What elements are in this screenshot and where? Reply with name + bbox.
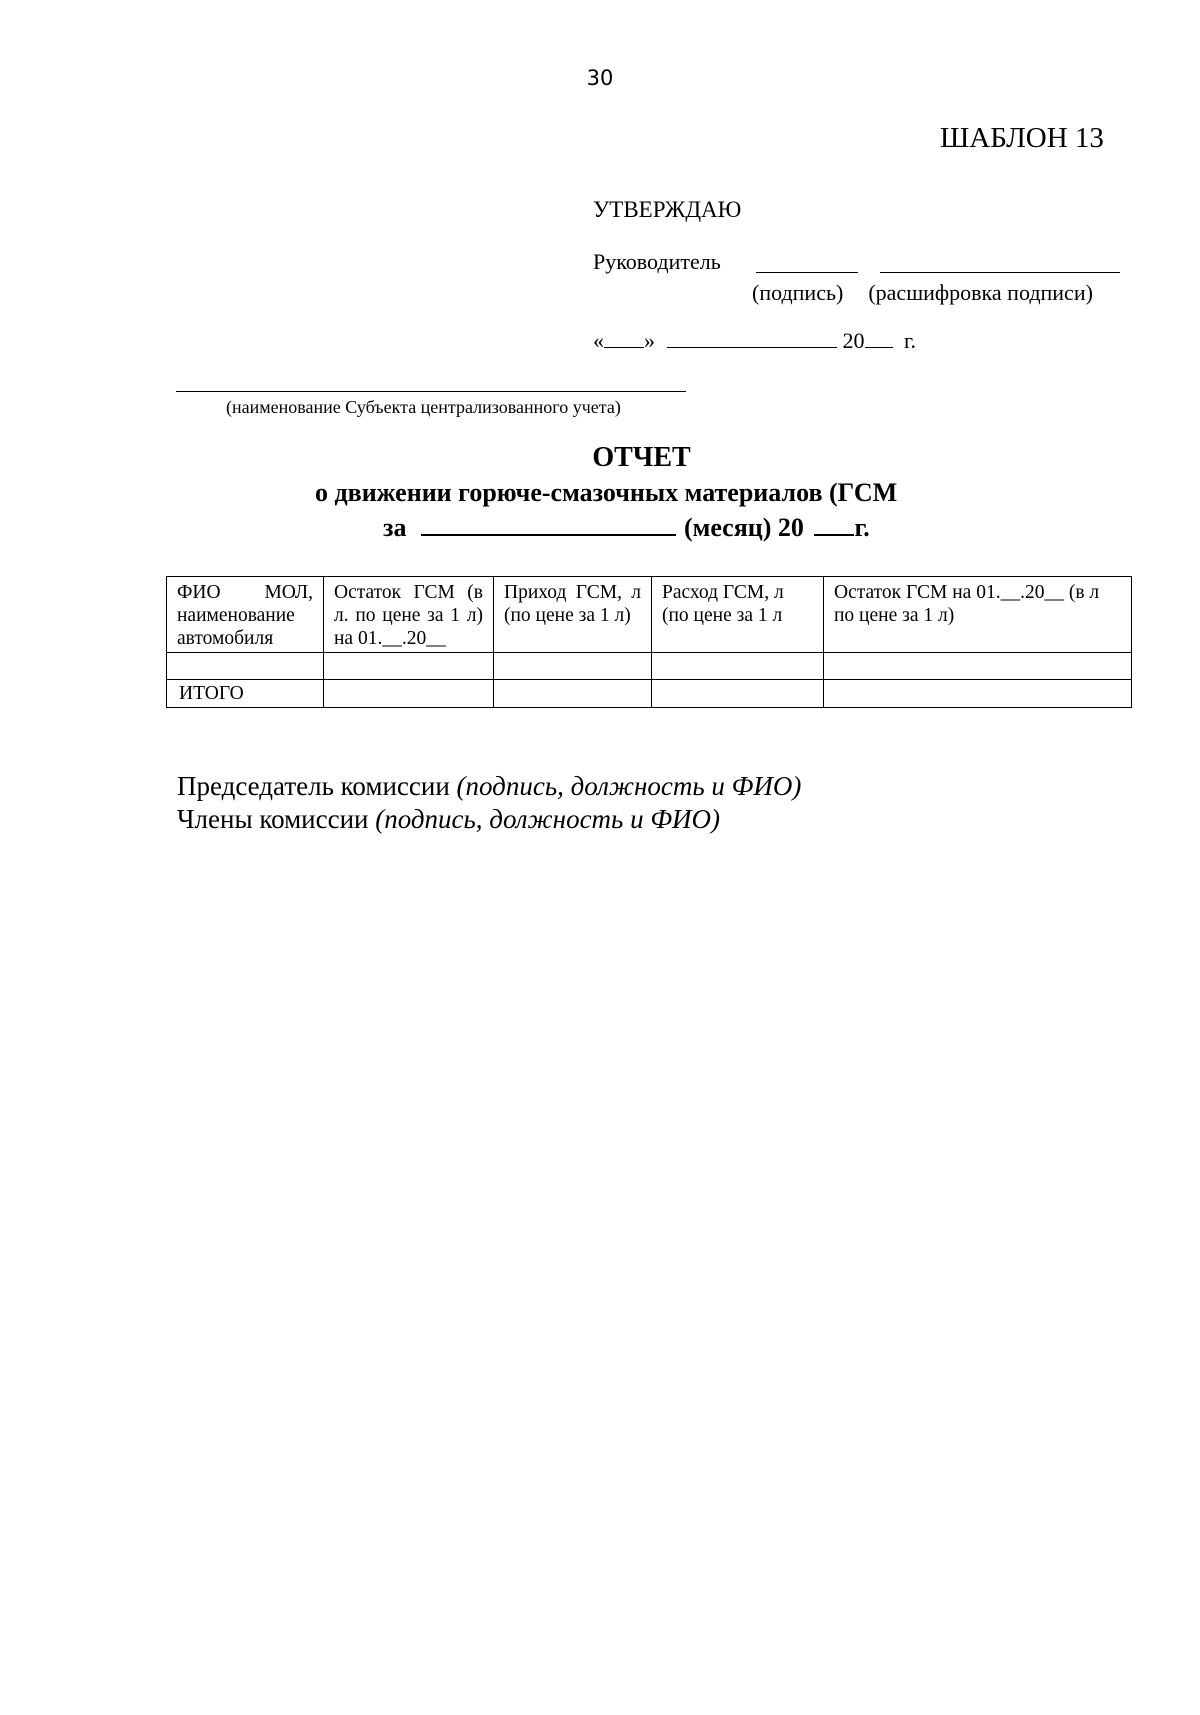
approval-title: УТВЕРЖДАЮ xyxy=(593,197,742,222)
date-open-quote: « xyxy=(593,328,604,353)
report-period xyxy=(383,513,870,543)
signature-caption: (подпись) xyxy=(752,280,844,305)
table-total-row xyxy=(167,680,1132,708)
header-cell-expense: Расход ГСМ, л (по цене за 1 л xyxy=(652,577,824,653)
period-prefix: за xyxy=(383,513,407,542)
organization-caption: (наименование Субъекта централизованного учета) xyxy=(226,397,621,417)
table-cell[interactable] xyxy=(824,680,1132,708)
table-cell[interactable] xyxy=(824,653,1132,680)
commission-signatures xyxy=(177,770,801,836)
members-note: (подпись, должность и ФИО) xyxy=(375,804,721,834)
table-cell[interactable] xyxy=(324,680,494,708)
template-label: ШАБЛОН 13 xyxy=(940,122,1104,154)
members-line xyxy=(177,803,801,836)
date-month-blank xyxy=(667,347,837,348)
report-title: ОТЧЕТ xyxy=(592,442,691,473)
header-cell-opening-balance: Остаток ГСМ (в л. по цене за 1 л) на 01.__.20__ xyxy=(324,577,494,653)
header-cell-closing-balance: Остаток ГСМ на 01.__.20__ (в л по цене за 1 л) xyxy=(824,577,1132,653)
date-close-quote: » xyxy=(644,328,655,353)
signature-captions xyxy=(752,280,1093,306)
chairman-line xyxy=(177,770,801,803)
head-signature-decode-line xyxy=(880,272,1120,273)
chairman-note: (подпись, должность и ФИО) xyxy=(456,771,802,801)
period-suffix: г. xyxy=(854,513,870,542)
table-cell[interactable] xyxy=(167,653,324,680)
approval-date xyxy=(593,328,916,354)
table-cell[interactable] xyxy=(652,653,824,680)
table-cell[interactable] xyxy=(494,653,652,680)
table-cell[interactable] xyxy=(494,680,652,708)
head-signature-line xyxy=(756,272,858,273)
table-row xyxy=(167,653,1132,680)
total-label: ИТОГО xyxy=(167,680,324,708)
date-year-prefix: 20 xyxy=(842,328,865,353)
header-cell-income: Приход ГСМ, л (по цене за 1 л) xyxy=(494,577,652,653)
fuel-report-table xyxy=(166,576,1132,708)
date-year-suffix: г. xyxy=(904,328,917,353)
organization-name-line xyxy=(176,391,686,392)
table-cell[interactable] xyxy=(324,653,494,680)
period-month-blank xyxy=(421,534,676,536)
header-cell-mol: ФИО МОЛ, наименование автомобиля xyxy=(167,577,324,653)
page-number: 30 xyxy=(586,66,614,90)
signature-decode-caption: (расшифровка подписи) xyxy=(868,280,1093,305)
date-day-blank xyxy=(604,347,644,348)
report-subtitle: о движении горюче-смазочных материалов (ГСМ xyxy=(315,478,898,507)
chairman-label: Председатель комиссии xyxy=(177,771,450,801)
members-label: Члены комиссии xyxy=(177,804,369,834)
period-month-label: (месяц) 20 xyxy=(683,513,804,542)
table-cell[interactable] xyxy=(652,680,824,708)
period-year-blank xyxy=(814,534,854,536)
approval-head-label: Руководитель xyxy=(593,249,721,274)
table-header-row xyxy=(167,577,1132,653)
date-year-blank xyxy=(865,347,893,348)
